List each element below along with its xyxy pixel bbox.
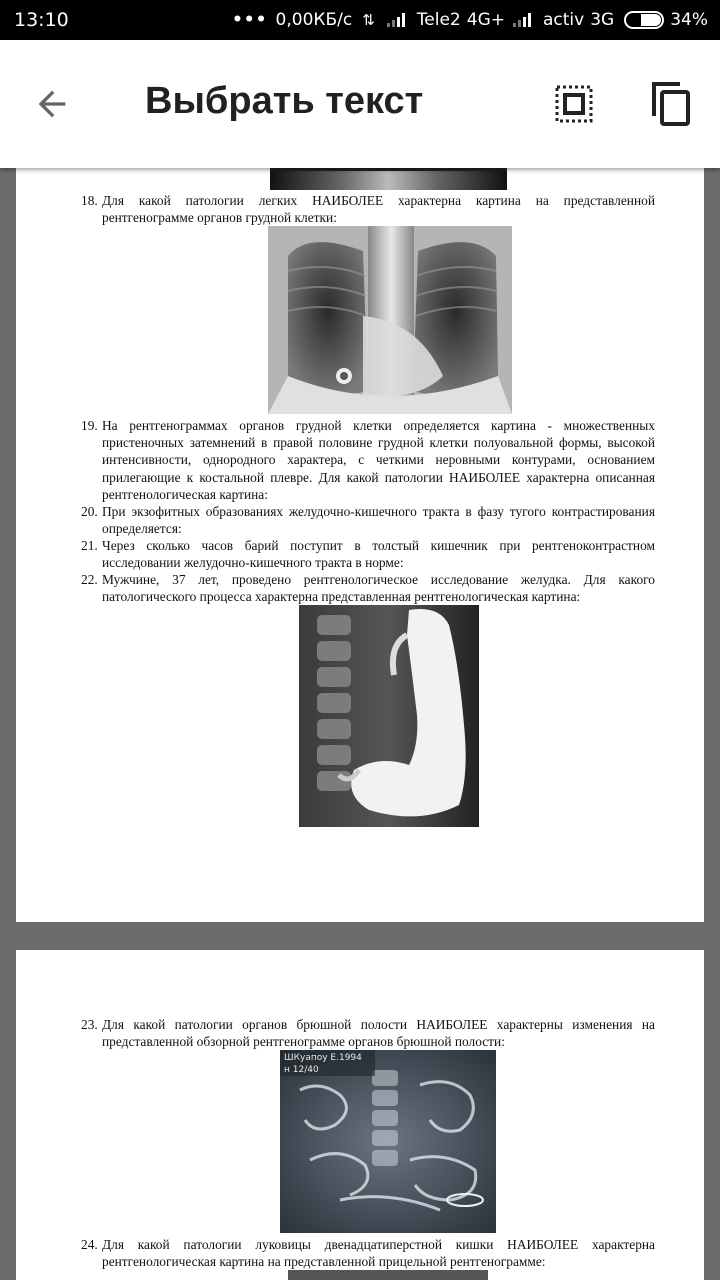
data-arrows-icon: ⇅ [362, 11, 375, 29]
carrier1-name: Tele2 [416, 10, 461, 30]
select-all-icon[interactable] [554, 84, 594, 124]
question-21: 21. Через сколько часов барий поступит в толстый кишечник при рентгеноконтрастном исследовании желудочно-кишечного тракта в норме: [81, 538, 655, 571]
abdominal-xray-image [280, 1050, 496, 1233]
copy-icon[interactable] [650, 80, 694, 128]
back-arrow-icon[interactable] [32, 84, 72, 124]
network-speed: 0,00КБ/с [275, 10, 353, 30]
question-24: 24. Для какой патологии луковицы двенадцатиперстной кишки НАИБОЛЕЕ характерна рентгенологическая картина на представленной прицельной рентгенограмме: [81, 1237, 655, 1270]
question-20: 20. При экзофитных образованиях желудочно-кишечного тракта в фазу тугого контрастирования определяется: [81, 504, 655, 537]
status-indicators [232, 10, 708, 30]
more-notifications-icon: ••• [231, 10, 268, 30]
chest-xray-image [268, 226, 512, 414]
page-title: Выбрать текст [145, 80, 424, 122]
carrier2-name: activ [542, 10, 585, 30]
stomach-xray-image [299, 605, 479, 827]
question-23: 23. Для какой патологии органов брюшной полости НАИБОЛЕЕ характерны изменения на представленной обзорной рентгенограмме органов брюшной полости: [81, 1017, 655, 1050]
xray-patient-label: ШКуапоу Е.1994 [284, 1053, 362, 1063]
question-19: 19. На рентгенограммах органов грудной клетки определяется картина - множественных пристеночных затемнений в правой половине грудной клетки полуовальной формы, высокой интенсивности, однородного характера, с четкими неровными контурами, основанием прилегающие к костальной плевре. Для какой патологии НАИБОЛЕЕ характерна описанная рентгенологическая картина: [81, 418, 655, 502]
signal-icon [387, 13, 405, 27]
carrier1-network: 4G+ [466, 10, 505, 30]
xray-time-label: н 12/40 [284, 1065, 319, 1075]
battery-level: 34% [670, 10, 708, 30]
document-page-2 [16, 950, 704, 1280]
previous-xray-image [270, 168, 507, 190]
question-18: 18. Для какой патологии легких НАИБОЛЕЕ характерна картина на представленной рентгенограмме органов грудной клетки: [81, 193, 655, 226]
status-time: 13:10 [14, 9, 69, 31]
signal-icon [513, 13, 531, 27]
carrier2-network: 3G [590, 10, 615, 30]
question-22: 22. Мужчине, 37 лет, проведено рентгенологическое исследование желудка. Для какого патологического процесса характерна представленная рентгенологическая картина: [81, 572, 655, 605]
next-xray-image [288, 1270, 488, 1280]
document-page-1 [16, 168, 704, 922]
app-bar [0, 40, 720, 168]
status-bar [0, 0, 720, 40]
battery-icon [624, 11, 664, 29]
